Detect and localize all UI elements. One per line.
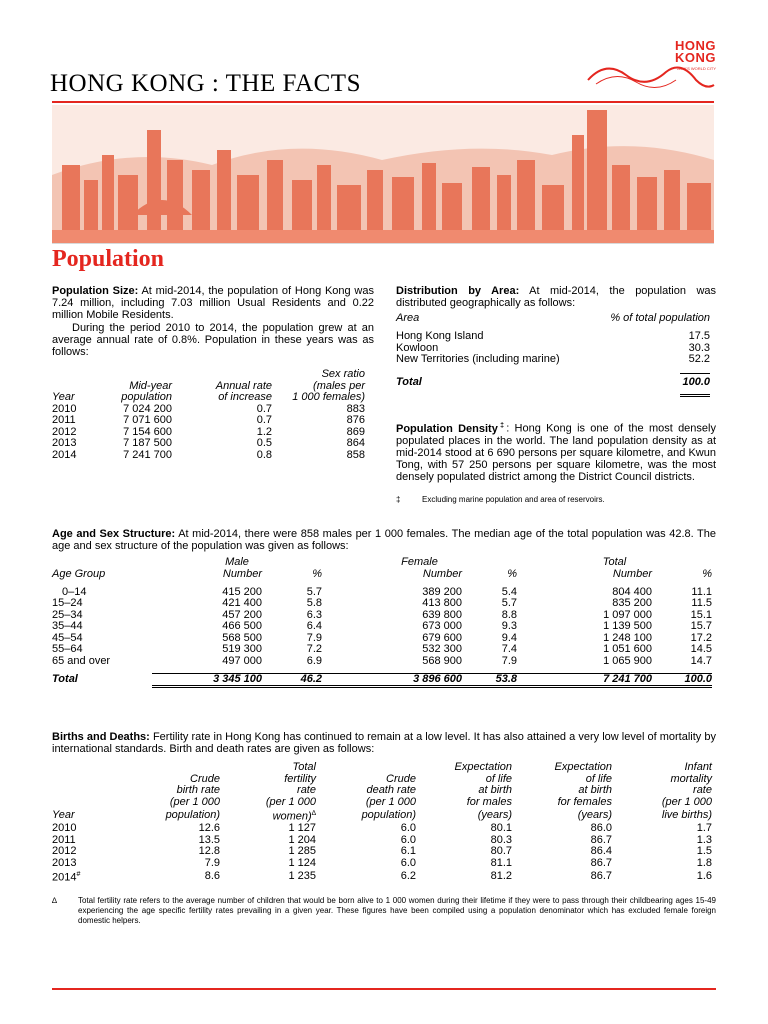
age-group-cell: 35–44 (52, 620, 83, 632)
births-row (52, 846, 712, 858)
density-heading: Population Density (396, 422, 498, 435)
female-number-cell: 389 200 (422, 585, 462, 598)
col-year-header (52, 785, 112, 797)
col-male-number: Number (222, 567, 262, 580)
births-row (52, 858, 712, 870)
male-life-cell: 81.2 (490, 869, 512, 882)
sex-ratio-cell: 876 (346, 414, 365, 426)
col-pop-2: population (121, 391, 172, 403)
rate-cell: 0.7 (256, 414, 272, 426)
births-col-header-1: (per 1 000 (169, 795, 220, 808)
births-col-header-6: live births) (661, 808, 712, 821)
age-group-row (52, 621, 712, 633)
births-text: Fertility rate in Hong Kong has continued to remain at a low level. It has also attained a very low level of mortality by international standards. Birth and death rates are given as follows: (52, 731, 716, 755)
births-header-row (52, 797, 712, 809)
male-number-cell: 466 500 (222, 620, 262, 632)
col-pct-total: % of total population (610, 312, 710, 324)
population-row (52, 438, 365, 450)
fertility-cell: 1 124 (288, 856, 316, 869)
age-group-row (52, 598, 712, 610)
population-size-paragraph (52, 285, 374, 321)
population-row (52, 404, 365, 416)
births-col-header-3: population) (361, 808, 416, 821)
population-row (52, 450, 365, 462)
group-total: Total (602, 556, 627, 568)
distribution-text: At mid-2014, the population was distributed geographically as follows: (396, 285, 717, 309)
area-cell: Hong Kong Island (396, 330, 484, 342)
female-pct-cell: 8.8 (501, 608, 517, 621)
col-year-header (52, 774, 112, 786)
total-double-rule (680, 394, 710, 397)
female-life-cell: 86.0 (590, 822, 612, 835)
male-number-cell: 457 200 (222, 608, 262, 621)
year-cell: 2014 (52, 448, 77, 461)
population-growth-paragraph: During the period 2010 to 2014, the population grew at an average annual rate of 0.8%. Population in these years was as follows: (52, 322, 374, 358)
distribution-row (396, 331, 710, 343)
births-col-header-2: fertility (284, 772, 316, 785)
male-life-cell: 80.7 (490, 845, 512, 858)
male-pct-cell: 5.7 (306, 585, 322, 598)
percent-cell: 17.5 (688, 330, 710, 342)
death-rate-cell: 6.1 (400, 845, 416, 858)
year-cell: 2012 (52, 425, 77, 438)
births-col-header-5: (years) (577, 808, 612, 821)
population-row (52, 415, 365, 427)
col-female-pct: % (507, 567, 517, 580)
population-cell: 7 024 200 (123, 402, 172, 415)
births-col-header-6: (per 1 000 (661, 795, 712, 808)
births-footnote-mark: ∆ (52, 896, 57, 905)
logo-line1: HONG (675, 38, 716, 53)
female-number-cell: 413 800 (422, 597, 462, 609)
births-col-header-3 (316, 762, 416, 774)
year-cell: 2013 (52, 437, 77, 449)
births-col-header-1: birth rate (176, 784, 220, 796)
distribution-total-value: 100.0 (682, 376, 710, 388)
female-pct-cell: 5.4 (501, 585, 517, 598)
distribution-paragraph (396, 285, 716, 309)
births-col-header-2: women)∆ (272, 810, 316, 823)
male-life-cell: 81.1 (490, 856, 512, 869)
grand-total-pct-cell: 100.0 (652, 673, 712, 687)
age-group-row (52, 656, 712, 668)
female-number-cell: 568 900 (422, 654, 462, 667)
col-pop-1: Mid-year (129, 379, 172, 392)
col-year: Year (52, 391, 75, 403)
col-rate-1: Annual rate (215, 379, 272, 392)
age-sex-text: At mid-2014, there were 858 males per 1 000 females. The median age of the total population was 42.8. The age and sex structure of the population was given as follows: (52, 528, 717, 552)
births-header-row (52, 762, 712, 774)
fertility-cell: 1 127 (288, 822, 316, 835)
male-number-cell: 568 500 (222, 631, 262, 644)
population-size-text: At mid-2014, the population of Hong Kong was 7.24 million, including 7.03 million Usual Residents and 0.22 million Mobile Residents. (52, 285, 374, 321)
total-pct-cell: 15.7 (690, 620, 712, 632)
distribution-total-label: Total (396, 376, 422, 388)
births-header-row (52, 808, 712, 823)
total-number-cell: 1 065 900 (603, 654, 652, 667)
female-number-cell: 673 000 (422, 620, 462, 632)
death-rate-cell: 6.2 (400, 869, 416, 882)
fertility-cell: 1 285 (288, 845, 316, 858)
total-number-cell: 1 248 100 (603, 631, 652, 644)
year-cell: 2013 (52, 856, 77, 869)
sex-ratio-cell: 869 (346, 425, 365, 438)
col-total-number: Number (612, 567, 652, 580)
population-row (52, 427, 365, 439)
age-group-cell: 45–54 (52, 631, 83, 644)
group-female: Female (401, 556, 438, 568)
sex-ratio-cell: 864 (346, 437, 365, 449)
grand-total-cell: 7 241 700 (517, 673, 652, 687)
births-col-header-5: for females (557, 795, 612, 808)
births-col-header-2: (per 1 000 (265, 795, 316, 808)
total-number-cell: 1 097 000 (603, 608, 652, 621)
death-rate-cell: 6.0 (400, 822, 416, 835)
male-pct-cell: 7.2 (306, 643, 322, 655)
female-life-cell: 86.7 (590, 833, 612, 846)
births-col-header-1: population) (165, 808, 220, 821)
births-table (52, 762, 712, 884)
female-number-cell: 532 300 (422, 643, 462, 655)
infant-mortality-cell: 1.3 (696, 833, 712, 846)
births-paragraph (52, 731, 716, 755)
header-rule (52, 101, 714, 103)
death-rate-cell: 6.0 (400, 833, 416, 846)
age-group-cell: 0–14 (62, 585, 87, 598)
year-cell: 2011 (52, 414, 76, 426)
density-paragraph (396, 420, 716, 483)
infant-mortality-cell: 1.7 (696, 822, 712, 835)
births-row (52, 835, 712, 847)
col-male-pct: % (312, 567, 322, 580)
male-pct-cell: 7.9 (306, 631, 322, 644)
density-footnote-mark: ‡ (396, 495, 401, 504)
distribution-heading: Distribution by Area: (396, 285, 520, 297)
births-col-header-4: (years) (477, 808, 512, 821)
col-sex-ratio-1: Sex ratio (321, 368, 365, 380)
births-col-header-4: for males (466, 795, 512, 808)
fertility-footnote-mark: ∆ (311, 810, 316, 817)
group-male: Male (225, 556, 249, 568)
female-total-cell: 3 896 600 (322, 673, 462, 687)
distribution-row (396, 354, 710, 366)
rate-cell: 0.8 (256, 448, 272, 461)
section-title-population: Population (52, 246, 165, 272)
births-row (52, 869, 712, 884)
year-cell: 2011 (52, 833, 76, 846)
skyline-banner-image (52, 105, 714, 244)
birth-rate-cell: 12.6 (198, 822, 220, 835)
male-number-cell: 421 400 (222, 597, 262, 609)
births-col-header-4: Expectation (454, 761, 512, 773)
infant-mortality-cell: 1.8 (696, 856, 712, 869)
col-sex-ratio-3: 1 000 females) (292, 391, 365, 403)
rate-cell: 0.5 (256, 437, 272, 449)
total-pct-cell: 14.7 (690, 654, 712, 667)
death-rate-cell: 6.0 (400, 856, 416, 869)
area-cell: Kowloon (396, 341, 439, 354)
total-pct-cell: 11.5 (691, 597, 712, 609)
total-number-cell: 1 051 600 (603, 643, 652, 655)
female-number-cell: 639 800 (422, 608, 462, 621)
births-row (52, 823, 712, 835)
female-life-cell: 86.7 (590, 856, 612, 869)
area-cell: New Territories (including marine) (396, 353, 560, 365)
col-area: Area (396, 312, 420, 324)
male-pct-cell: 6.3 (306, 608, 322, 621)
age-total-row (52, 673, 712, 687)
age-group-cell: 15–24 (52, 597, 83, 609)
col-rate-2: of increase (218, 391, 272, 403)
births-footnote (52, 896, 716, 926)
births-footnote-text: Total fertility rate refers to the average number of children that would be born alive to 1 000 women during their lifetime if they were to pass through their childbearing ages 15-49 experiencing the age specific fertility rates prevailing in a given year. These figures have been compiled using a population denominator which has excluded female foreign domestic helpers. (78, 896, 716, 925)
footer-rule (52, 988, 716, 990)
population-cell: 7 241 700 (123, 448, 172, 461)
density-text: : Hong Kong is one of the most densely populated places in the world. The land population density as at mid-2014 stood at 6 690 persons per square kilometre, and Kwun Tong, with 57 250 persons per square kilometre, was the most densely populated district among the District Council districts. (396, 422, 716, 483)
skyline-illustration (52, 105, 714, 243)
distribution-table (396, 313, 710, 400)
fertility-cell: 1 235 (288, 869, 316, 882)
births-col-header-5: Expectation (554, 761, 612, 773)
density-footnote-text: Excluding marine population and area of reservoirs. (422, 495, 605, 504)
age-group-cell: 55–64 (52, 643, 83, 655)
col-year-header (52, 797, 112, 809)
births-col-header-5: at birth (578, 784, 612, 796)
female-total-pct-cell: 53.8 (462, 673, 517, 687)
col-female-number: Number (422, 567, 462, 580)
male-number-cell: 497 000 (222, 654, 262, 667)
infant-mortality-cell: 1.5 (696, 845, 712, 858)
female-number-cell: 679 600 (422, 631, 462, 644)
female-pct-cell: 9.3 (501, 620, 517, 632)
births-col-header-5: of life (585, 772, 612, 785)
fertility-cell: 1 204 (288, 833, 316, 846)
percent-cell: 52.2 (688, 353, 710, 365)
sex-ratio-cell: 883 (346, 402, 365, 415)
brand-hong-kong-logo (566, 40, 716, 110)
col-sex-ratio-2: (males per (313, 379, 365, 392)
female-pct-cell: 7.9 (501, 654, 517, 667)
year-cell: 2014# (52, 871, 81, 884)
female-life-cell: 86.4 (590, 845, 612, 858)
male-number-cell: 415 200 (222, 585, 262, 598)
male-pct-cell: 6.9 (306, 654, 322, 667)
logo-line2: KONG (675, 50, 716, 65)
sex-ratio-cell: 858 (346, 448, 365, 461)
total-label-cell: Total (52, 673, 78, 685)
age-group-row (52, 644, 712, 656)
total-rule (680, 373, 710, 374)
infant-mortality-cell: 1.6 (696, 869, 712, 882)
age-sex-table (52, 557, 712, 688)
total-pct-cell: 14.5 (690, 643, 712, 655)
age-group-cell: 25–34 (52, 608, 83, 621)
population-cell: 7 154 600 (123, 425, 172, 438)
total-pct-cell: 15.1 (690, 608, 712, 621)
female-pct-cell: 7.4 (501, 643, 517, 655)
birth-rate-cell: 12.8 (198, 845, 220, 858)
density-mark: ‡ (497, 422, 507, 429)
total-number-cell: 804 400 (612, 585, 652, 598)
male-total-pct-cell: 46.2 (262, 673, 322, 687)
male-life-cell: 80.3 (490, 833, 512, 846)
births-col-header-2: Total (292, 761, 316, 773)
page-header-title: HONG KONG : THE FACTS (50, 70, 361, 97)
births-heading: Births and Deaths: (52, 731, 150, 743)
age-sex-paragraph (52, 528, 716, 552)
births-col-header-4: at birth (478, 784, 512, 796)
male-pct-cell: 6.4 (306, 620, 322, 632)
births-header-row (52, 785, 712, 797)
age-group-cell: 65 and over (52, 654, 111, 667)
total-number-cell: 1 139 500 (603, 620, 652, 632)
logo-tagline: ASIA'S WORLD CITY (677, 66, 716, 71)
total-pct-cell: 17.2 (690, 631, 712, 644)
total-pct-cell: 11.1 (691, 585, 712, 598)
births-col-header-4: of life (485, 772, 512, 785)
birth-rate-cell: 13.5 (198, 833, 220, 846)
population-cell: 7 071 600 (123, 414, 172, 426)
year-cell: 2010 (52, 822, 77, 835)
male-number-cell: 519 300 (222, 643, 262, 655)
male-total-cell: 3 345 100 (152, 673, 262, 687)
col-total-pct: % (702, 567, 712, 580)
rate-cell: 0.7 (256, 402, 272, 415)
births-col-header-3: Crude (386, 772, 416, 785)
population-cell: 7 187 500 (123, 437, 172, 449)
col-year-header: Year (52, 808, 75, 821)
female-pct-cell: 9.4 (501, 631, 517, 644)
density-footnote (396, 495, 716, 505)
age-sex-heading: Age and Sex Structure: (52, 528, 176, 540)
birth-rate-cell: 8.6 (204, 869, 220, 882)
dragon-swoosh-icon (566, 40, 716, 110)
birth-rate-cell: 7.9 (204, 856, 220, 869)
births-col-header-2: rate (297, 784, 316, 796)
col-year-header (52, 762, 112, 774)
female-pct-cell: 5.7 (501, 597, 517, 609)
male-life-cell: 80.1 (490, 822, 512, 835)
male-pct-cell: 5.8 (306, 597, 322, 609)
total-number-cell: 835 200 (612, 597, 652, 609)
population-table (52, 369, 365, 461)
births-col-header-3: death rate (366, 784, 416, 796)
year-cell: 2010 (52, 402, 77, 415)
year-cell: 2012 (52, 845, 77, 858)
births-col-header-6: rate (693, 784, 712, 796)
births-col-header-6: mortality (670, 772, 712, 785)
provisional-mark: # (76, 871, 81, 879)
female-life-cell: 86.7 (590, 869, 612, 882)
births-col-header-1 (112, 762, 220, 774)
rate-cell: 1.2 (256, 425, 272, 438)
col-age-group: Age Group (52, 567, 106, 580)
percent-cell: 30.3 (688, 341, 710, 354)
births-col-header-6: Infant (684, 761, 712, 773)
births-col-header-1: Crude (190, 772, 220, 785)
population-size-heading: Population Size: (52, 285, 139, 297)
births-col-header-3: (per 1 000 (365, 795, 416, 808)
